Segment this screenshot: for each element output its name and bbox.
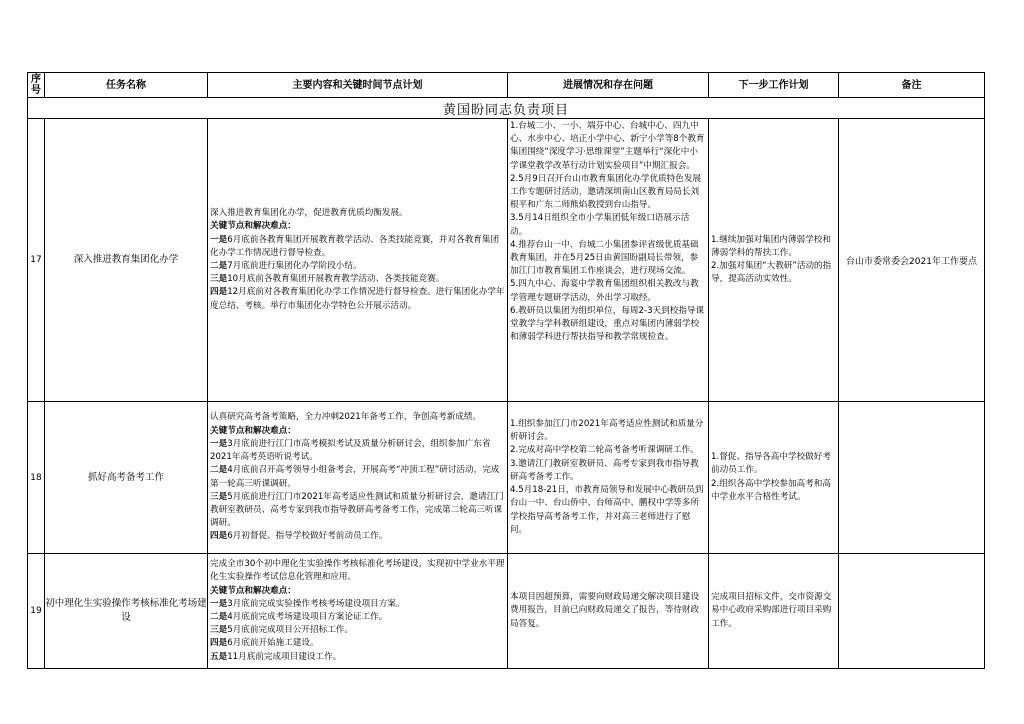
key-point-item [210,464,505,490]
key-point-item [210,637,505,650]
key-point-text: 3月底前完成实验操作考核考场建设项目方案。 [227,598,405,609]
header-content: 主要内容和关键时间节点计划 [208,73,508,98]
progress-cell [508,119,709,402]
key-point-lead: 四是 [210,531,228,542]
key-point-lead: 一是 [210,234,228,245]
key-point-item [210,234,505,260]
content-intro: 认真研究高考备考策略，全力冲刺2021年备考工作，争创高考新成绩。 [210,412,482,423]
section-row [28,98,985,119]
next-plan-cell [709,554,839,669]
key-point-item [210,598,505,611]
key-points-label: 关键节点和解决难点： [210,425,296,436]
progress-item: 4.推荐台山一中、台城二小集团参评省级优质基础教育集团，并在5月25日由黄国盼副局长带领，参加江门市教育集团工作座谈会，进行现场交流。 [510,239,699,277]
key-point-item [210,530,505,543]
note-cell [839,402,985,554]
key-point-lead: 二是 [210,465,228,476]
section-title: 黄国盼同志负责项目 [28,98,985,119]
progress-item: 2.5月9日召开台山市教育集团化办学优质特色发展工作专题研讨活动，邀请深圳南山区教育局局长刘根平和广东二师熊焰教授到台山指导。 [510,173,702,211]
key-point-item [210,273,505,286]
key-point-text: 4月底前召开高考领导小组备考会，开展高考“冲顶工程”研讨活动，完成第一轮高三听课调研。 [210,465,500,489]
content-intro: 完成全市30个初中理化生实验操作考核标准化考场建设，实现初中学业水平理化生实验操作考试信息化管理和应用。 [210,559,505,583]
table-row [28,402,985,554]
key-point-text: 3月底前进行江门市高考模拟考试及质量分析研讨会，组织参加广东省2021年高考英语听说考试。 [210,438,491,463]
progress-item: 6.教研员以集团为组织单位，每周2-3天到校指导课堂教学与学科教研组建设，重点对集团内薄弱学校和薄弱学科进行帮扶指导和教学常规检查。 [510,305,705,343]
next-plan-item: 1.继续加强对集团内薄弱学校和薄弱学科的帮扶工作。 [711,234,831,258]
content-cell [208,554,508,669]
key-point-lead: 三是 [210,274,228,285]
task-name: 深入推进教育集团化办学 [45,119,208,402]
header-row [28,73,985,98]
row-number: 17 [28,119,45,402]
key-point-text: 6月底前各教育集团开展教育教学活动、各类技能竞赛，并对各教育集团化办学工作情况进行督导检查。 [210,234,500,258]
key-points-label: 关键节点和解决难点： [210,585,296,596]
row-number: 18 [28,402,45,554]
key-point-text: 5月底前进行江门市2021年高考适应性测试和质量分析研讨会，邀请江门教研室教研员、高考专家到我市指导教研高考备考工作，完成第二轮高三听课调研。 [210,491,504,529]
next-plan-cell [709,402,839,554]
key-points-label: 关键节点和解决难点： [210,221,296,232]
progress-cell [508,554,709,669]
key-point-text: 11月底前完成项目建设工作。 [227,651,342,662]
next-plan-item: 2.组织各高中学校参加高考和高中学业水平合格性考试。 [711,478,831,502]
table-row [28,119,985,402]
key-point-lead: 四是 [210,287,228,298]
next-plan-item: 1.督促、指导各高中学校做好考前动员工作。 [711,452,831,476]
key-point-lead: 二是 [210,612,228,622]
key-point-text: 5月底前完成项目公开招标工作。 [227,625,353,636]
next-plan-item: 2.加强对集团“大教研”活动的指导，提高活动实效性。 [711,261,832,285]
key-point-item [210,611,505,624]
key-point-lead: 一是 [210,598,228,609]
key-point-lead: 三是 [210,491,228,502]
key-point-item [210,260,505,273]
header-task-name: 任务名称 [45,73,208,98]
progress-item: 4.5月18-21日，市教育局领导和发展中心教研员到台山一中、台山侨中、台师高中、鹏权中学等多所学校指导高考备考工作，并对高三老师进行了慰问。 [510,485,704,535]
key-point-lead: 四是 [210,638,228,649]
note-cell: 台山市委常委会2021年工作要点 [839,119,985,402]
progress-item: 2.完成对高中学校第二轮高考备考听课调研工作。 [510,445,699,456]
header-note: 备注 [839,73,985,98]
progress-item: 1.组织参加江门市2021年高考适应性测试和质量分析研讨会。 [510,419,704,443]
key-point-item [210,651,505,664]
progress-item: 3.邀请江门教研室教研员、高考专家到我市指导教研高考备考工作。 [510,458,699,482]
key-point-text: 4月底前完成考场建设项目方案论证工作。 [227,612,388,622]
key-point-item [210,624,505,637]
key-point-item [210,491,505,531]
key-point-lead: 一是 [210,438,228,449]
header-no: 序号 [28,73,45,98]
key-point-text: 10月底前各教育集团开展教育教学活动、各类技能竞赛。 [227,274,445,285]
row-number: 19 [28,554,45,669]
progress-item: 3.5月14日组织全市小学集团低年级口语展示活动。 [510,213,690,237]
task-name: 初中理化生实验操作考核标准化考场建设 [45,554,208,669]
table-row [28,554,985,669]
key-point-lead: 二是 [210,261,228,271]
key-point-text: 7月底前进行集团化办学阶段小结。 [227,261,362,271]
key-point-text: 6月初督促、指导学校做好考前动员工作。 [227,531,388,542]
task-name: 抓好高考备考工作 [45,402,208,554]
next-plan-item: 完成项目招标文件，交市资源交易中心政府采购部进行项目采购工作。 [711,592,832,629]
note-cell [839,554,985,669]
progress-item: 本项目因超预算，需要向财政局递交解决项目建设费用报告，目前已向财政局递交了报告，等待财政局答复。 [510,592,700,629]
next-plan-cell [709,119,839,402]
work-plan-table [27,72,985,669]
progress-cell [508,402,709,554]
header-next-plan: 下一步工作计划 [709,73,839,98]
key-point-item [210,438,505,464]
key-point-item [210,286,505,312]
content-cell [208,402,508,554]
key-point-text: 12月底前对各教育集团化办学工作情况进行督导检查。进行集团化办学年度总结、考核。举行市集团化办学特色公开展示活动。 [210,287,505,311]
key-point-text: 6月底前开始施工建设。 [227,638,319,649]
progress-item: 1.台城二小、一小、端芬中心、台城中心、四九中心、水步中心、培正小学中心、新宁小学等8个教育集团围绕“深度学习·思维课堂”主题举行“深化中小学课堂教学改革行动计划实验项目”中期汇报会。 [510,121,705,171]
key-point-lead: 三是 [210,625,228,636]
content-cell [208,119,508,402]
progress-item: 5.四九中心、海宴中学教育集团组织相关教改与教学管理专题研学活动，外出学习取经。 [510,279,699,303]
key-point-lead: 五是 [210,651,228,662]
content-intro: 深入推进教育集团化办学，促进教育优质均衡发展。 [210,208,408,219]
header-progress: 进展情况和存在问题 [508,73,709,98]
